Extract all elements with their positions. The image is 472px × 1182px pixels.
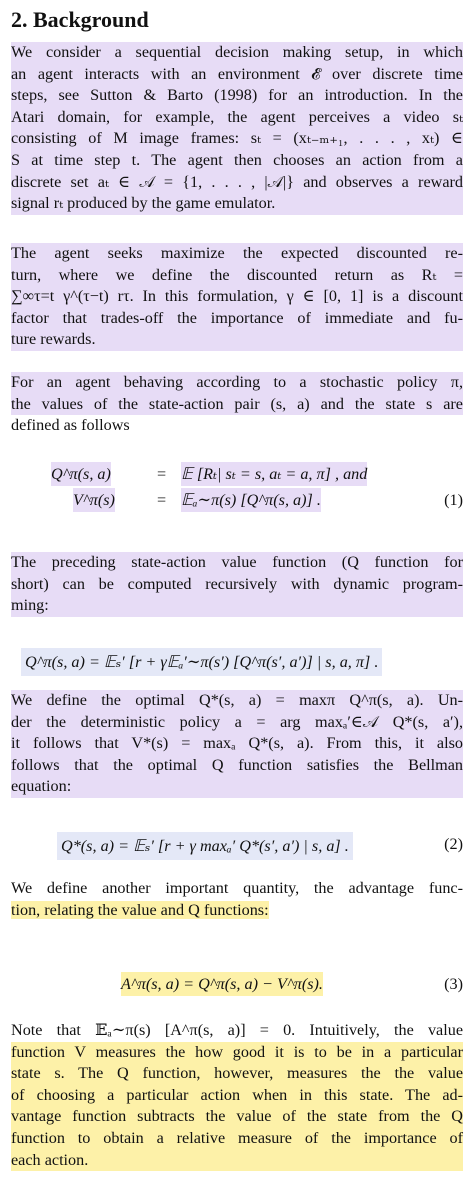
equation-recursive-q	[11, 648, 463, 672]
equation-3	[11, 972, 463, 996]
paragraph-recursion	[11, 552, 463, 617]
eq1-lhs-q: Q^π(s, a)	[51, 462, 111, 486]
text-line: ture rewards.	[11, 329, 463, 351]
text-line: For an agent behaving according to a stochastic policy π,	[11, 372, 463, 394]
eq2-body: Q*(s, a) = 𝔼ₛ′ [r + γ maxₐ′ Q*(s′, a′) | s, a] .	[57, 832, 353, 860]
paragraph-setup	[11, 42, 463, 215]
text-line: der the deterministic policy a = arg maxₐ′∈𝒜 Q*(s, a′),	[11, 712, 463, 734]
text-line: the values of the state-action pair (s, a) and the state s are	[11, 394, 463, 416]
paragraph-return	[11, 243, 463, 351]
eq1-lhs-v: V^π(s)	[73, 488, 115, 512]
text-segment: We define another important quantity, the advantage func-	[11, 879, 463, 897]
text-line: We consider a sequential decision making setup, in which	[11, 42, 463, 64]
text-line: short) can be computed recursively with dynamic program-	[11, 574, 463, 596]
text-line: turn, where we define the discounted return as Rₜ =	[11, 265, 463, 287]
text-line: it follows that V*(s) = maxₐ Q*(s, a). From this, it also	[11, 733, 463, 755]
text-line: Note that 𝔼ₐ∼π(s) [A^π(s, a)] = 0. Intuitively, the value	[11, 1021, 463, 1039]
text-line: The agent seeks maximize the expected discounted re-	[11, 243, 463, 265]
equation-2	[11, 832, 463, 856]
text-line: each action.	[11, 1150, 463, 1172]
eq1-rhs-v: 𝔼ₐ∼π(s) [Q^π(s, a)] .	[181, 488, 321, 512]
text-line: We define the optimal Q*(s, a) = maxπ Q^π(s, a). Un-	[11, 690, 463, 712]
equation-number: (2)	[444, 835, 463, 853]
text-line: Atari domain, for example, the agent perceives a video sₜ	[11, 107, 463, 129]
text-line	[11, 878, 463, 900]
text-line: of choosing a particular action when in this state. The ad-	[11, 1085, 463, 1107]
text-line: an agent interacts with an environment 𝓔 over discrete time	[11, 64, 463, 86]
text-line: consisting of M image frames: sₜ = (xₜ₋ₘ₊₁, . . . , xₜ) ∈	[11, 128, 463, 150]
text-line: S at time step t. The agent then chooses an action from a	[11, 150, 463, 172]
eq1-rhs-q: 𝔼 [Rₜ| sₜ = s, aₜ = a, π] , and	[181, 462, 367, 486]
section-title: 2. Background	[11, 7, 149, 32]
advantage-term-highlight: tion, relating the value and Q functions:	[11, 900, 269, 919]
equation-1-line-2	[11, 488, 463, 512]
text-line: factor that trades-off the importance of immediate and fu-	[11, 308, 463, 330]
text-line: steps, see Sutton & Barto (1998) for an introduction. In the	[11, 85, 463, 107]
text-line: vantage function subtracts the value of the state from the Q	[11, 1106, 463, 1128]
eq1-equals: =	[157, 465, 167, 483]
paragraph-intuition	[11, 1020, 463, 1171]
eq3-body: A^π(s, a) = Q^π(s, a) − V^π(s).	[121, 972, 323, 996]
text-line: ∑∞τ=t γ^(τ−t) rτ. In this formulation, γ ∈ [0, 1] is a discount	[11, 286, 463, 308]
equation-number: (3)	[444, 975, 463, 993]
text-line: equation:	[11, 776, 463, 798]
text-line: follows that the optimal Q function satisfies the Bellman	[11, 755, 463, 777]
text-line: discrete set aₜ ∈ 𝒜 = {1, . . . , |𝒜|} and observes a reward	[11, 172, 463, 194]
text-line: The preceding state-action value function (Q function for	[11, 552, 463, 574]
eq1-equals: =	[157, 491, 167, 509]
equation-number: (1)	[444, 491, 463, 509]
text-line: defined as follows	[11, 416, 130, 435]
paragraph-optimal	[11, 690, 463, 798]
eq-recursive-body: Q^π(s, a) = 𝔼ₛ′ [r + γ𝔼ₐ′∼π(s′) [Q^π(s′, a′)] | s, a, π] .	[21, 648, 382, 676]
text-line: signal rₜ produced by the game emulator.	[11, 193, 463, 215]
paragraph-advantage	[11, 878, 463, 921]
text-line: ming:	[11, 595, 463, 617]
equation-1-line-1	[11, 462, 463, 486]
text-line: function V measures the how good it is to be in a particular	[11, 1042, 463, 1064]
paragraph-policy	[11, 372, 463, 437]
text-line	[11, 900, 463, 922]
text-line: function to obtain a relative measure of the importance of	[11, 1128, 463, 1150]
text-line: state s. The Q function, however, measures the the value	[11, 1063, 463, 1085]
